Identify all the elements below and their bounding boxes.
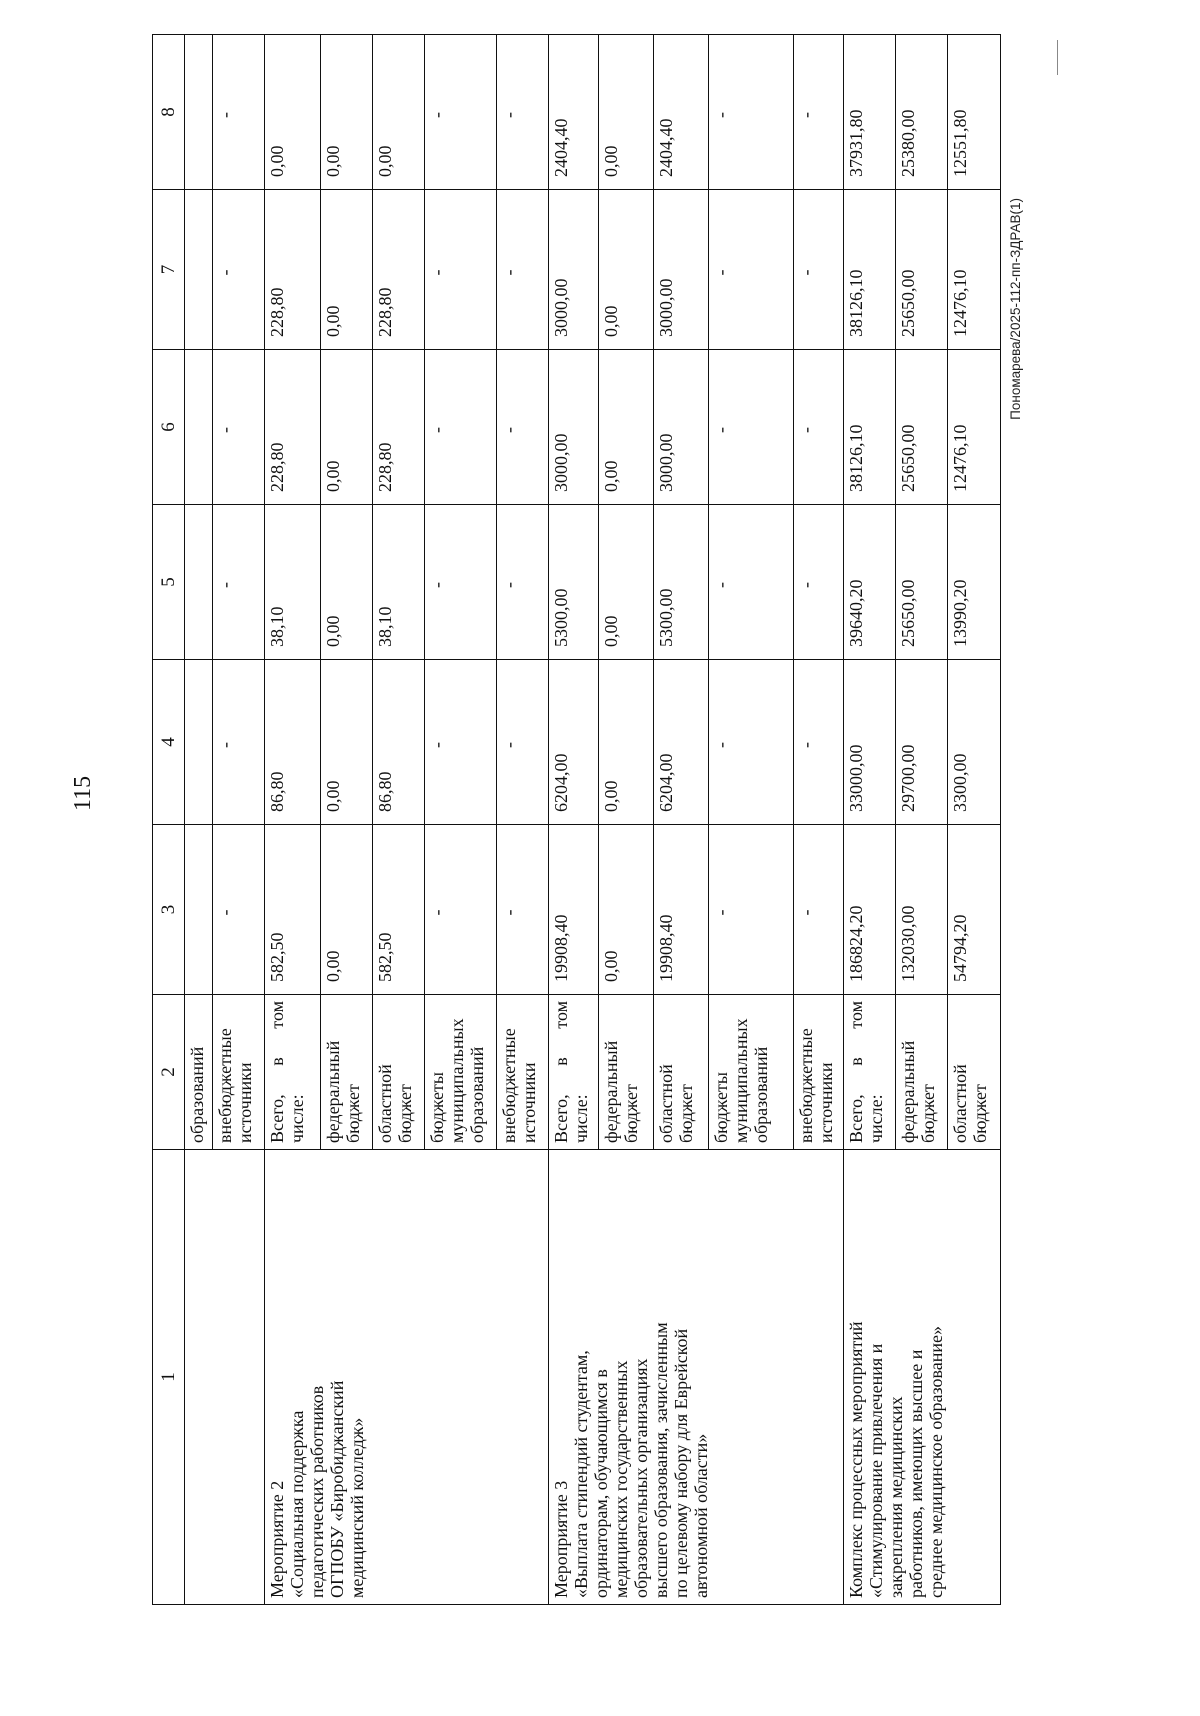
value-cell-col-6: -	[794, 350, 844, 505]
measure-title-line: ОГПОБУ «Биробиджанский	[327, 1380, 347, 1598]
table-row	[185, 35, 213, 1605]
column-header-5: 5	[153, 505, 185, 660]
value-cell-col-3: 19908,40	[654, 825, 709, 995]
value-cell-col-8	[185, 35, 213, 190]
funding-source-line: бюджеты	[711, 1072, 731, 1143]
column-header-3: 3	[153, 825, 185, 995]
value-cell-col-4: 86,80	[373, 660, 425, 825]
value-cell-col-4: 0,00	[321, 660, 373, 825]
funding-source-line: источники	[519, 1062, 539, 1143]
measure-title-line: Комплекс процессных мероприятий	[846, 1321, 866, 1598]
value-cell-col-8: 0,00	[599, 35, 654, 190]
page-number: 115	[70, 775, 96, 811]
measure-title-line: высшего образования, зачисленным	[651, 1322, 671, 1598]
value-cell-col-3: 582,50	[265, 825, 321, 995]
funding-source-line: внебюджетные	[215, 1028, 235, 1143]
funding-source-cell	[185, 995, 213, 1150]
value-cell-col-4: -	[425, 660, 497, 825]
measure-title-line: ординаторам, обучающимся в	[591, 1369, 611, 1598]
value-cell-col-5: 13990,20	[948, 505, 1001, 660]
value-cell-col-3: 0,00	[599, 825, 654, 995]
column-header-1: 1	[153, 1150, 185, 1605]
value-cell-col-7: -	[794, 190, 844, 350]
funding-source-line: образований	[467, 1046, 487, 1143]
value-cell-col-5: -	[497, 505, 549, 660]
value-cell-col-7: 12476,10	[948, 190, 1001, 350]
value-cell-col-7: 3000,00	[654, 190, 709, 350]
column-header-4: 4	[153, 660, 185, 825]
funding-source-line: бюджет	[395, 1084, 415, 1143]
value-cell-col-5	[185, 505, 213, 660]
value-cell-col-8: -	[425, 35, 497, 190]
funding-source-cell	[844, 995, 896, 1150]
measure-title-cell	[549, 1150, 844, 1605]
value-cell-col-3: 19908,40	[549, 825, 599, 995]
value-cell-col-3: 54794,20	[948, 825, 1001, 995]
funding-source-cell	[425, 995, 497, 1150]
value-cell-col-4: 3300,00	[948, 660, 1001, 825]
column-header-6: 6	[153, 350, 185, 505]
value-cell-col-7: -	[497, 190, 549, 350]
funding-source-line: числе:	[866, 1094, 886, 1143]
value-cell-col-8: -	[497, 35, 549, 190]
funding-source-cell	[213, 995, 265, 1150]
value-cell-col-3: -	[709, 825, 794, 995]
value-cell-col-6: 3000,00	[654, 350, 709, 505]
value-cell-col-4: 29700,00	[896, 660, 948, 825]
measure-title-cell	[265, 1150, 549, 1605]
value-cell-col-4: -	[794, 660, 844, 825]
measure-title-line: «Социальная поддержка	[287, 1410, 307, 1598]
value-cell-col-5: 39640,20	[844, 505, 896, 660]
funding-source-cell	[599, 995, 654, 1150]
value-cell-col-7: 0,00	[321, 190, 373, 350]
header-row	[153, 35, 185, 1605]
value-cell-col-4	[185, 660, 213, 825]
funding-source-line: муниципальных	[447, 1018, 467, 1143]
measure-title-line: педагогических работников	[307, 1385, 327, 1598]
value-cell-col-4: -	[497, 660, 549, 825]
measure-title-line: закрепления медицинских	[886, 1396, 906, 1598]
column-header-7: 7	[153, 190, 185, 350]
funding-source-cell	[549, 995, 599, 1150]
funding-source-line: областной	[656, 1064, 676, 1143]
funding-source-cell	[654, 995, 709, 1150]
value-cell-col-5: 25650,00	[896, 505, 948, 660]
value-cell-col-7: 25650,00	[896, 190, 948, 350]
value-cell-col-5: -	[794, 505, 844, 660]
value-cell-col-5: -	[709, 505, 794, 660]
value-cell-col-6: -	[425, 350, 497, 505]
funding-source-line: образований	[751, 1046, 771, 1143]
funding-source-line: бюджет	[676, 1084, 696, 1143]
funding-source-line: бюджеты	[427, 1072, 447, 1143]
funding-source-line: областной	[375, 1064, 395, 1143]
value-cell-col-3: 582,50	[373, 825, 425, 995]
value-cell-col-7: 228,80	[265, 190, 321, 350]
funding-source-line: Всего, в том	[267, 1001, 287, 1143]
value-cell-col-7: 228,80	[373, 190, 425, 350]
value-cell-col-8: 2404,40	[654, 35, 709, 190]
value-cell-col-7: -	[213, 190, 265, 350]
value-cell-col-6: 228,80	[265, 350, 321, 505]
value-cell-col-6: 12476,10	[948, 350, 1001, 505]
measure-title-line: медицинских государственных	[611, 1360, 631, 1598]
funding-source-line: федеральный	[898, 1040, 918, 1143]
funding-source-line: внебюджетные	[796, 1028, 816, 1143]
funding-source-cell	[373, 995, 425, 1150]
value-cell-col-6: -	[213, 350, 265, 505]
measure-title-line: Мероприятие 2	[267, 1480, 287, 1598]
funding-source-line: бюджет	[970, 1084, 990, 1143]
funding-source-cell	[794, 995, 844, 1150]
value-cell-col-8: 2404,40	[549, 35, 599, 190]
table-row	[265, 35, 321, 1605]
value-cell-col-8: -	[709, 35, 794, 190]
measure-title-cell	[844, 1150, 1001, 1605]
value-cell-col-3: -	[497, 825, 549, 995]
value-cell-col-8: 0,00	[265, 35, 321, 190]
value-cell-col-6: -	[497, 350, 549, 505]
measure-title-line: автономной области»	[691, 1433, 711, 1598]
value-cell-col-4: -	[213, 660, 265, 825]
value-cell-col-7	[185, 190, 213, 350]
value-cell-col-7: -	[709, 190, 794, 350]
funding-source-line: бюджет	[343, 1084, 363, 1143]
funding-source-line: Всего, в том	[846, 1001, 866, 1143]
measure-title-line: «Выплата стипендий студентам,	[571, 1350, 591, 1598]
value-cell-col-6: 0,00	[321, 350, 373, 505]
value-cell-col-6: 0,00	[599, 350, 654, 505]
measure-title-line: «Стимулирование привлечения и	[866, 1343, 886, 1598]
value-cell-col-4: 6204,00	[549, 660, 599, 825]
value-cell-col-8: 37931,80	[844, 35, 896, 190]
funding-source-line: федеральный	[323, 1040, 343, 1143]
funding-source-line: числе:	[287, 1094, 307, 1143]
funding-source-line: областной	[950, 1064, 970, 1143]
measure-title-line: работников, имеющих высшее и	[906, 1349, 926, 1598]
value-cell-col-8: 25380,00	[896, 35, 948, 190]
value-cell-col-3: 132030,00	[896, 825, 948, 995]
margin-mark	[1057, 40, 1058, 75]
funding-source-line: внебюджетные	[499, 1028, 519, 1143]
funding-source-line: источники	[235, 1062, 255, 1143]
measure-title-line: медицинский колледж»	[347, 1417, 367, 1598]
funding-source-line: числе:	[571, 1094, 591, 1143]
value-cell-col-3: 0,00	[321, 825, 373, 995]
value-cell-col-3: -	[794, 825, 844, 995]
column-header-2: 2	[153, 995, 185, 1150]
value-cell-col-7: 0,00	[599, 190, 654, 350]
funding-source-cell	[709, 995, 794, 1150]
value-cell-col-4: -	[709, 660, 794, 825]
value-cell-col-7: 3000,00	[549, 190, 599, 350]
funding-source-cell	[497, 995, 549, 1150]
value-cell-col-8: -	[213, 35, 265, 190]
value-cell-col-4: 0,00	[599, 660, 654, 825]
table-row	[549, 35, 599, 1605]
value-cell-col-7: 38126,10	[844, 190, 896, 350]
value-cell-col-5: 0,00	[321, 505, 373, 660]
funding-source-line: бюджет	[621, 1084, 641, 1143]
funding-source-cell	[896, 995, 948, 1150]
funding-source-line: источники	[816, 1062, 836, 1143]
value-cell-col-5: 5300,00	[654, 505, 709, 660]
value-cell-col-5: -	[213, 505, 265, 660]
measure-title-cell	[185, 1150, 265, 1605]
value-cell-col-3: -	[425, 825, 497, 995]
value-cell-col-8: 12551,80	[948, 35, 1001, 190]
value-cell-col-6: -	[709, 350, 794, 505]
funding-source-cell	[265, 995, 321, 1150]
funding-source-line: Всего, в том	[551, 1001, 571, 1143]
value-cell-col-3: 186824,20	[844, 825, 896, 995]
value-cell-col-8: 0,00	[321, 35, 373, 190]
value-cell-col-5: 38,10	[265, 505, 321, 660]
value-cell-col-6: 228,80	[373, 350, 425, 505]
funding-source-line: бюджет	[918, 1084, 938, 1143]
funding-source-line: образований	[187, 1046, 207, 1143]
measure-title-line: среднее медицинское образование»	[926, 1325, 946, 1598]
measure-title-line: образовательных организациях	[631, 1358, 651, 1598]
value-cell-col-3: -	[213, 825, 265, 995]
value-cell-col-5: 38,10	[373, 505, 425, 660]
value-cell-col-4: 6204,00	[654, 660, 709, 825]
funding-source-line: муниципальных	[731, 1018, 751, 1143]
measure-title-line: по целевому набору для Еврейской	[671, 1328, 691, 1598]
value-cell-col-5: 5300,00	[549, 505, 599, 660]
measure-title-line: Мероприятие 3	[551, 1480, 571, 1598]
value-cell-col-4: 33000,00	[844, 660, 896, 825]
value-cell-col-6: 3000,00	[549, 350, 599, 505]
funding-source-line: федеральный	[601, 1040, 621, 1143]
column-header-8: 8	[153, 35, 185, 190]
value-cell-col-6: 38126,10	[844, 350, 896, 505]
value-cell-col-8: -	[794, 35, 844, 190]
value-cell-col-6	[185, 350, 213, 505]
value-cell-col-8: 0,00	[373, 35, 425, 190]
table-row	[844, 35, 896, 1605]
budget-table	[152, 34, 1001, 1605]
value-cell-col-7: -	[425, 190, 497, 350]
value-cell-col-5: -	[425, 505, 497, 660]
document-footer: Пономарева/2025-112-пп-ЗДРАВ(1)	[1008, 198, 1023, 420]
funding-source-cell	[948, 995, 1001, 1150]
funding-source-cell	[321, 995, 373, 1150]
value-cell-col-3	[185, 825, 213, 995]
value-cell-col-4: 86,80	[265, 660, 321, 825]
value-cell-col-5: 0,00	[599, 505, 654, 660]
value-cell-col-6: 25650,00	[896, 350, 948, 505]
